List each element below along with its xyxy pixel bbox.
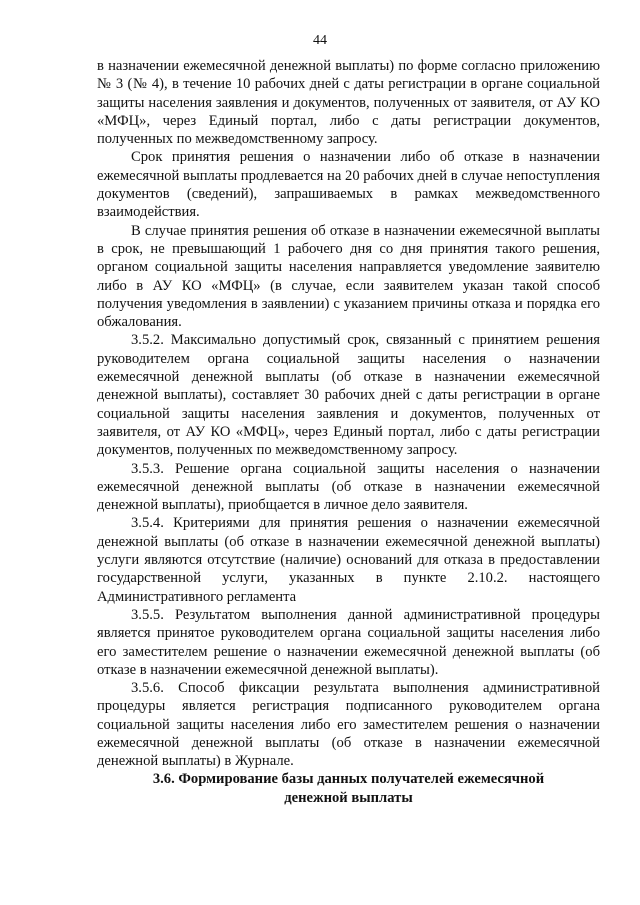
- paragraph-3-5-6: 3.5.6. Способ фиксации результата выполнения административной процедуры является регистрация подписанного руководителем органа социальной защиты населения либо его заместителем решения о назначении ежемесячной денежной выплаты (об отказе в назначении ежемесячной денежной выплаты) в Журнале.: [97, 680, 600, 770]
- paragraph-3-5-3: 3.5.3. Решение органа социальной защиты населения о назначении ежемесячной денежной выплаты (об отказе в назначении ежемесячной денежной выплаты), приобщается в личное дело заявителя.: [97, 460, 600, 514]
- paragraph-3-5-4: 3.5.4. Критериями для принятия решения о назначении ежемесячной денежной выплаты (об отказе в назначении ежемесячной денежной выплаты) услуги являются отсутствие (наличие) оснований для отказа в предоставлении государственной услуги, указанных в пункте 2.10.2. настоящего Административного регламента: [97, 515, 600, 605]
- paragraph-continuation: в назначении ежемесячной денежной выплаты) по форме согласно приложению № 3 (№ 4), в течение 10 рабочих дней с даты регистрации в органе социальной защиты населения заявления и документов, полученных от заявителя, от АУ КО «МФЦ», через Единый портал, либо с даты регистрации документов, полученных по межведомственному запросу.: [97, 58, 600, 148]
- paragraph-deadline-extension: Срок принятия решения о назначении либо об отказе в назначении ежемесячной выплаты продлевается на 20 рабочих дней в случае непоступления документов (сведений), запрашиваемых в рамках межведомственного взаимодействия.: [97, 149, 600, 221]
- page-number: 44: [313, 33, 327, 48]
- section-heading-3-6: [97, 770, 600, 808]
- document-body: [97, 57, 600, 771]
- paragraph-3-5-2: 3.5.2. Максимально допустимый срок, связанный с принятием решения руководителем органа социальной защиты населения о назначении ежемесячной денежной выплаты (об отказе в назначении ежемесячной денежной выплаты), составляет 30 рабочих дней с даты регистрации в органе социальной защиты населения заявления и документов, полученных от заявителя, от АУ КО «МФЦ», через Единый портал, либо с даты регистрации документов, полученных по межведомственному запросу.: [97, 332, 600, 459]
- paragraph-refusal-notice: В случае принятия решения об отказе в назначении ежемесячной выплаты в срок, не превышающий 1 рабочего дня со дня принятия такого решения, органом социальной защиты населения направляется уведомление заявителю либо в АУ КО «МФЦ» (в случае, если заявителем указан такой способ получения уведомления в заявлении) с указанием причины отказа и порядка его обжалования.: [97, 222, 600, 331]
- paragraph-3-5-5: 3.5.5. Результатом выполнения данной административной процедуры является принятое руководителем органа социальной защиты населения либо его заместителем решение о назначении ежемесячной денежной выплаты (об отказе в назначении ежемесячной денежной выплаты).: [97, 606, 600, 678]
- section-heading-line-1: 3.6. Формирование базы данных получателей ежемесячной: [152, 771, 545, 787]
- section-heading-line-2: денежной выплаты: [284, 790, 413, 806]
